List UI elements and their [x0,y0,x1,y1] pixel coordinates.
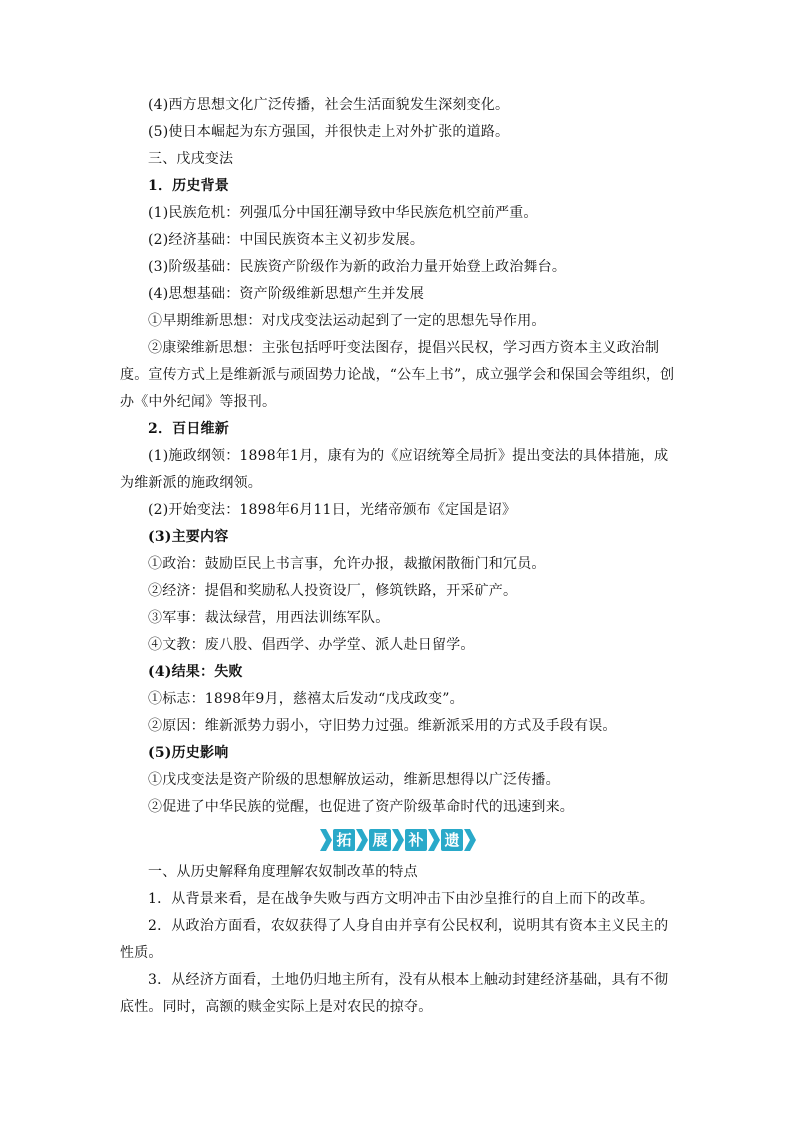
banner-left-chevron-icon [320,829,332,851]
banner-right-chevron-icon [464,829,476,851]
paragraph: 2．百日维新 [148,421,229,437]
section-before-banner [120,92,676,821]
paragraph: (5)历史影响 [148,745,229,761]
paragraph: 三、戊戌变法 [148,151,234,167]
banner-chevron-icon [428,829,440,851]
paragraph: 3．从经济方面看，土地仍归地主所有，没有从根本上触动封建经济基础，具有不彻底性。同时，高额的赎金实际上是对农民的掠夺。 [120,972,669,1015]
paragraph: ①早期维新思想：对戊戌变法运动起到了一定的思想先导作用。 [148,313,546,329]
paragraph: ②原因：维新派势力弱小，守旧势力过强。维新派采用的方式及手段有误。 [148,718,617,734]
paragraph: (4)结果：失败 [148,664,243,680]
paragraph: 1．从背景来看，是在战争失败与西方文明冲击下由沙皇推行的自上而下的改革。 [148,891,655,907]
paragraph: (3)阶级基础：民族资产阶级作为新的政治力量开始登上政治舞台。 [148,259,567,275]
banner-chevron-icon [392,829,404,851]
paragraph: ②经济：提倡和奖励私人投资设厂，修筑铁路，开采矿产。 [148,583,518,599]
paragraph: (2)经济基础：中国民族资本主义初步发展。 [148,232,425,248]
paragraph: (4)思想基础：资产阶级维新思想产生并发展 [148,286,425,302]
paragraph: 1．历史背景 [148,178,229,194]
paragraph: ①戊戌变法是资产阶级的思想解放运动，维新思想得以广泛传播。 [148,772,560,788]
section-after-banner [120,859,676,1021]
paragraph: (2)开始变法：1898年6月11日，光绪帝颁布《定国是诏》 [148,502,517,518]
paragraph: ①标志：1898年9月，慈禧太后发动“戊戌政变”。 [148,691,464,707]
paragraph: (1)施政纲领：1898年1月，康有为的《应诏统筹全局折》提出变法的具体措施，成为维新派的施政纲领。 [120,448,669,491]
paragraph: ④文教：废八股、倡西学、办学堂、派人赴日留学。 [148,637,475,653]
document-body [120,92,676,1021]
paragraph: ①政治：鼓励臣民上书言事，允许办报，裁撤闲散衙门和冗员。 [148,556,546,572]
paragraph: (5)使日本崛起为东方强国，并很快走上对外扩张的道路。 [148,124,510,140]
paragraph: ②康梁维新思想：主张包括呼吁变法图存，提倡兴民权，学习西方资本主义政治制度。宣传方式上是维新派与顽固势力论战，“公车上书”，成立强学会和保国会等组织，创办《中外纪闻》等报刊。 [120,340,675,410]
paragraph: (1)民族危机：列强瓜分中国狂潮导致中华民族危机空前严重。 [148,205,538,221]
banner-char-4: 遗 [441,829,463,851]
banner-char-1: 拓 [333,829,355,851]
paragraph: (4)西方思想文化广泛传播，社会生活面貌发生深刻变化。 [148,97,510,113]
banner-chevron-icon [356,829,368,851]
paragraph: ③军事：裁汰绿营，用西法训练军队。 [148,610,390,626]
paragraph: 一、从历史解释角度理解农奴制改革的特点 [148,864,418,880]
paragraph: 2．从政治方面看，农奴获得了人身自由并享有公民权利，说明其有资本主义民主的性质。 [120,918,669,961]
expand-supplement-banner [320,829,476,851]
section-banner-row [120,821,676,859]
banner-char-3: 补 [405,829,427,851]
banner-char-2: 展 [369,829,391,851]
paragraph: (3)主要内容 [148,529,229,545]
paragraph: ②促进了中华民族的觉醒，也促进了资产阶级革命时代的迅速到来。 [148,799,574,815]
